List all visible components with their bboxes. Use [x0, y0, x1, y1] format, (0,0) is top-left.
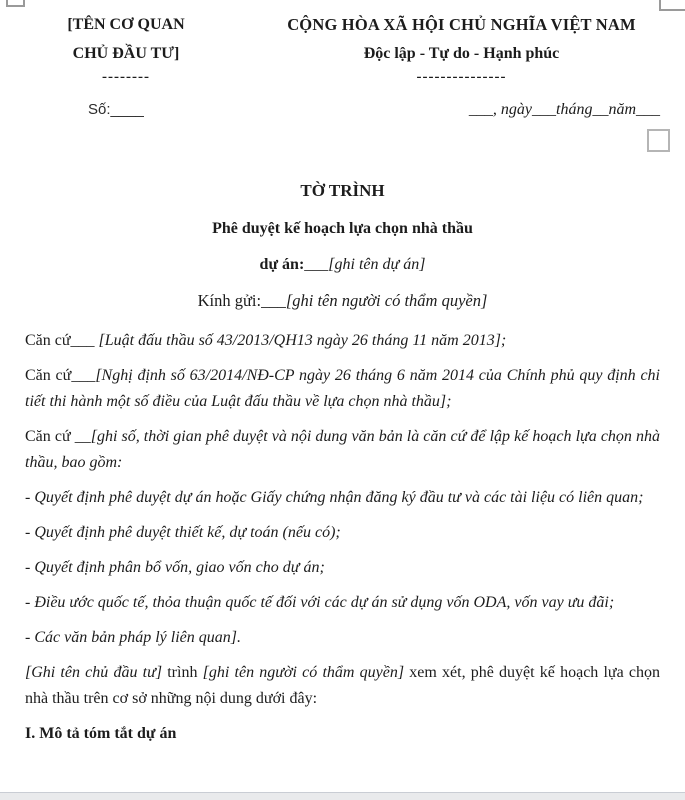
basis-1-prefix: Căn cứ___ [25, 332, 99, 349]
empty-box-icon [647, 129, 670, 152]
salutation-line [0, 291, 685, 311]
closing-investor-hint: [Ghi tên chủ đầu tư] [25, 664, 163, 681]
basis-bullet-1: - Quyết định phê duyệt dự án hoặc Giấy chứng nhận đăng ký đầu tư và các tài liệu có liên quan; [25, 489, 644, 506]
basis-paragraph-3 [25, 424, 660, 476]
national-header-block [252, 10, 685, 86]
section-heading-1: I. Mô tả tóm tắt dự án [25, 725, 177, 742]
national-motto: Độc lập - Tự do - Hạnh phúc [363, 45, 560, 62]
basis-bullet-5: - Các văn bản pháp lý liên quan]. [25, 629, 241, 646]
basis-3-prefix: Căn cứ __ [25, 428, 91, 445]
project-hint: [ghi tên dự án] [328, 256, 426, 273]
placeholder-row [0, 129, 685, 151]
title-block [0, 181, 685, 311]
salutation-blank: ___ [261, 291, 286, 310]
project-blank: ___ [304, 256, 329, 273]
salutation-label: Kính gửi: [197, 291, 262, 310]
document-number-field: Số:____ [88, 101, 144, 118]
basis-bullet-3: - Quyết định phân bổ vốn, giao vốn cho dự án; [25, 559, 325, 576]
partial-box-top-left [6, 0, 25, 7]
basis-3-citation: [ghi số, thời gian phê duyệt và nội dung văn bản là căn cứ để lập kế hoạch lựa chọn nhà thầu, bao gồm: [25, 428, 661, 471]
document-body [0, 328, 685, 747]
salutation-hint: [ghi tên người có thẩm quyền] [285, 291, 488, 310]
agency-name-line1: [TÊN CƠ QUAN [67, 16, 185, 33]
basis-bullet-4: - Điều ước quốc tế, thỏa thuận quốc tế đối với các dự án sử dụng vốn ODA, vốn vay ưu đãi; [25, 594, 615, 611]
basis-bullet-2: - Quyết định phê duyệt thiết kế, dự toán (nếu có); [25, 524, 341, 541]
agency-name-line2: CHỦ ĐẦU TƯ] [72, 45, 180, 62]
project-label: dự án: [259, 256, 305, 273]
document-title: TỜ TRÌNH [300, 181, 385, 200]
basis-paragraph-2 [25, 363, 660, 415]
closing-paragraph [25, 660, 660, 712]
basis-paragraph-1 [25, 328, 660, 354]
agency-separator-dashes: -------- [102, 69, 150, 85]
issuing-agency-block [0, 10, 252, 86]
document-header [0, 0, 685, 86]
partial-box-top-right [659, 0, 685, 11]
document-subtitle: Phê duyệt kế hoạch lựa chọn nhà thầu [212, 220, 473, 237]
place-date-field: ___, ngày___tháng__năm___ [468, 101, 660, 118]
bottom-table-edge [0, 792, 685, 800]
basis-1-citation: [Luật đấu thầu số 43/2013/QH13 ngày 26 tháng 11 năm 2013]; [98, 332, 507, 349]
project-name-line [0, 256, 685, 274]
closing-connector: trình [162, 664, 203, 681]
basis-2-prefix: Căn cứ___ [25, 367, 96, 384]
national-separator-dashes: --------------- [416, 69, 507, 85]
basis-2-citation: [Nghị định số 63/2014/NĐ-CP ngày 26 tháng 6 năm 2014 của Chính phủ quy định chi tiết thi hành một số điều của Luật đấu thầu về lựa chọn nhà thầu]; [25, 367, 661, 410]
closing-rest: xem xét, phê duyệt kế hoạch lựa chọn nhà thầu trên cơ sở những nội dung dưới đây: [25, 664, 661, 707]
document-meta-row [0, 86, 685, 119]
national-title: CỘNG HÒA XÃ HỘI CHỦ NGHĨA VIỆT NAM [287, 15, 636, 34]
closing-authority-hint: [ghi tên người có thẩm quyền] [202, 664, 405, 681]
